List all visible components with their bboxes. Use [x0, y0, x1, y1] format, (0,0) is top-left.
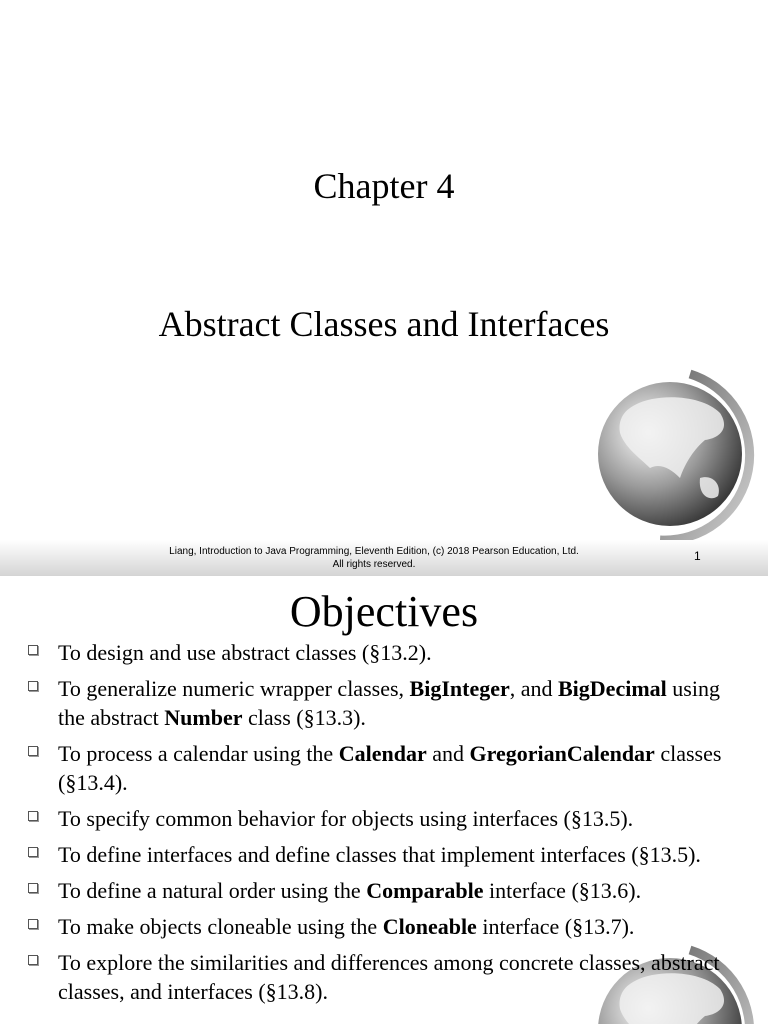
objective-text: To explore the similarities and differences among concrete classes, abstract classes, and interfaces (§13.8).: [58, 950, 720, 1004]
objective-keyword: GregorianCalendar: [469, 741, 655, 766]
globe-icon: [590, 368, 760, 568]
footer-line2: All rights reserved.: [332, 559, 416, 570]
objective-text: classes (§13.4).: [58, 741, 722, 795]
objectives-list: [28, 638, 748, 1013]
objective-keyword: Calendar: [338, 741, 427, 766]
objective-item: [28, 948, 748, 1006]
objective-text: and: [426, 741, 470, 766]
chapter-title: Chapter 4: [313, 166, 455, 206]
square-bullet-icon: [28, 811, 38, 821]
objective-item: [28, 674, 748, 732]
square-bullet-icon: [28, 883, 38, 893]
square-bullet-icon: [28, 919, 38, 929]
objective-text: interface (§13.7).: [476, 914, 635, 939]
objective-item: [28, 876, 748, 905]
slide-subtitle: Abstract Classes and Interfaces: [158, 304, 610, 344]
square-bullet-icon: [28, 955, 38, 965]
objective-keyword: BigDecimal: [558, 676, 667, 701]
objective-item: [28, 739, 748, 797]
objective-item: [28, 840, 748, 869]
objective-item: [28, 912, 748, 941]
objective-text: To generalize numeric wrapper classes,: [58, 676, 410, 701]
objective-keyword: BigInteger: [409, 676, 510, 701]
square-bullet-icon: [28, 746, 38, 756]
objective-text: To define a natural order using the: [58, 878, 367, 903]
objectives-title: Objectives: [289, 587, 479, 636]
objective-text: To design and use abstract classes (§13.2).: [58, 640, 432, 665]
objectives-slide: [0, 576, 768, 1024]
objective-text: To make objects cloneable using the: [58, 914, 383, 939]
objective-item: [28, 804, 748, 833]
footer-line1: Liang, Introduction to Java Programming, Eleventh Edition, (c) 2018 Pearson Education, Ltd.: [169, 546, 579, 557]
page-number: 1: [694, 549, 701, 563]
square-bullet-icon: [28, 847, 38, 857]
objective-text: To specify common behavior for objects using interfaces (§13.5).: [58, 806, 634, 831]
square-bullet-icon: [28, 645, 38, 655]
objective-text: class (§13.3).: [242, 705, 366, 730]
objective-text: using the abstract: [58, 676, 720, 730]
objective-item: [28, 638, 748, 667]
objective-text: , and: [509, 676, 558, 701]
objective-keyword: Cloneable: [382, 914, 477, 939]
objective-keyword: Comparable: [366, 878, 484, 903]
objective-text: interface (§13.6).: [483, 878, 642, 903]
objective-keyword: Number: [164, 705, 243, 730]
objective-text: To process a calendar using the: [58, 741, 339, 766]
square-bullet-icon: [28, 681, 38, 691]
footer-copyright: [150, 545, 598, 571]
objective-text: To define interfaces and define classes that implement interfaces (§13.5).: [58, 842, 701, 867]
